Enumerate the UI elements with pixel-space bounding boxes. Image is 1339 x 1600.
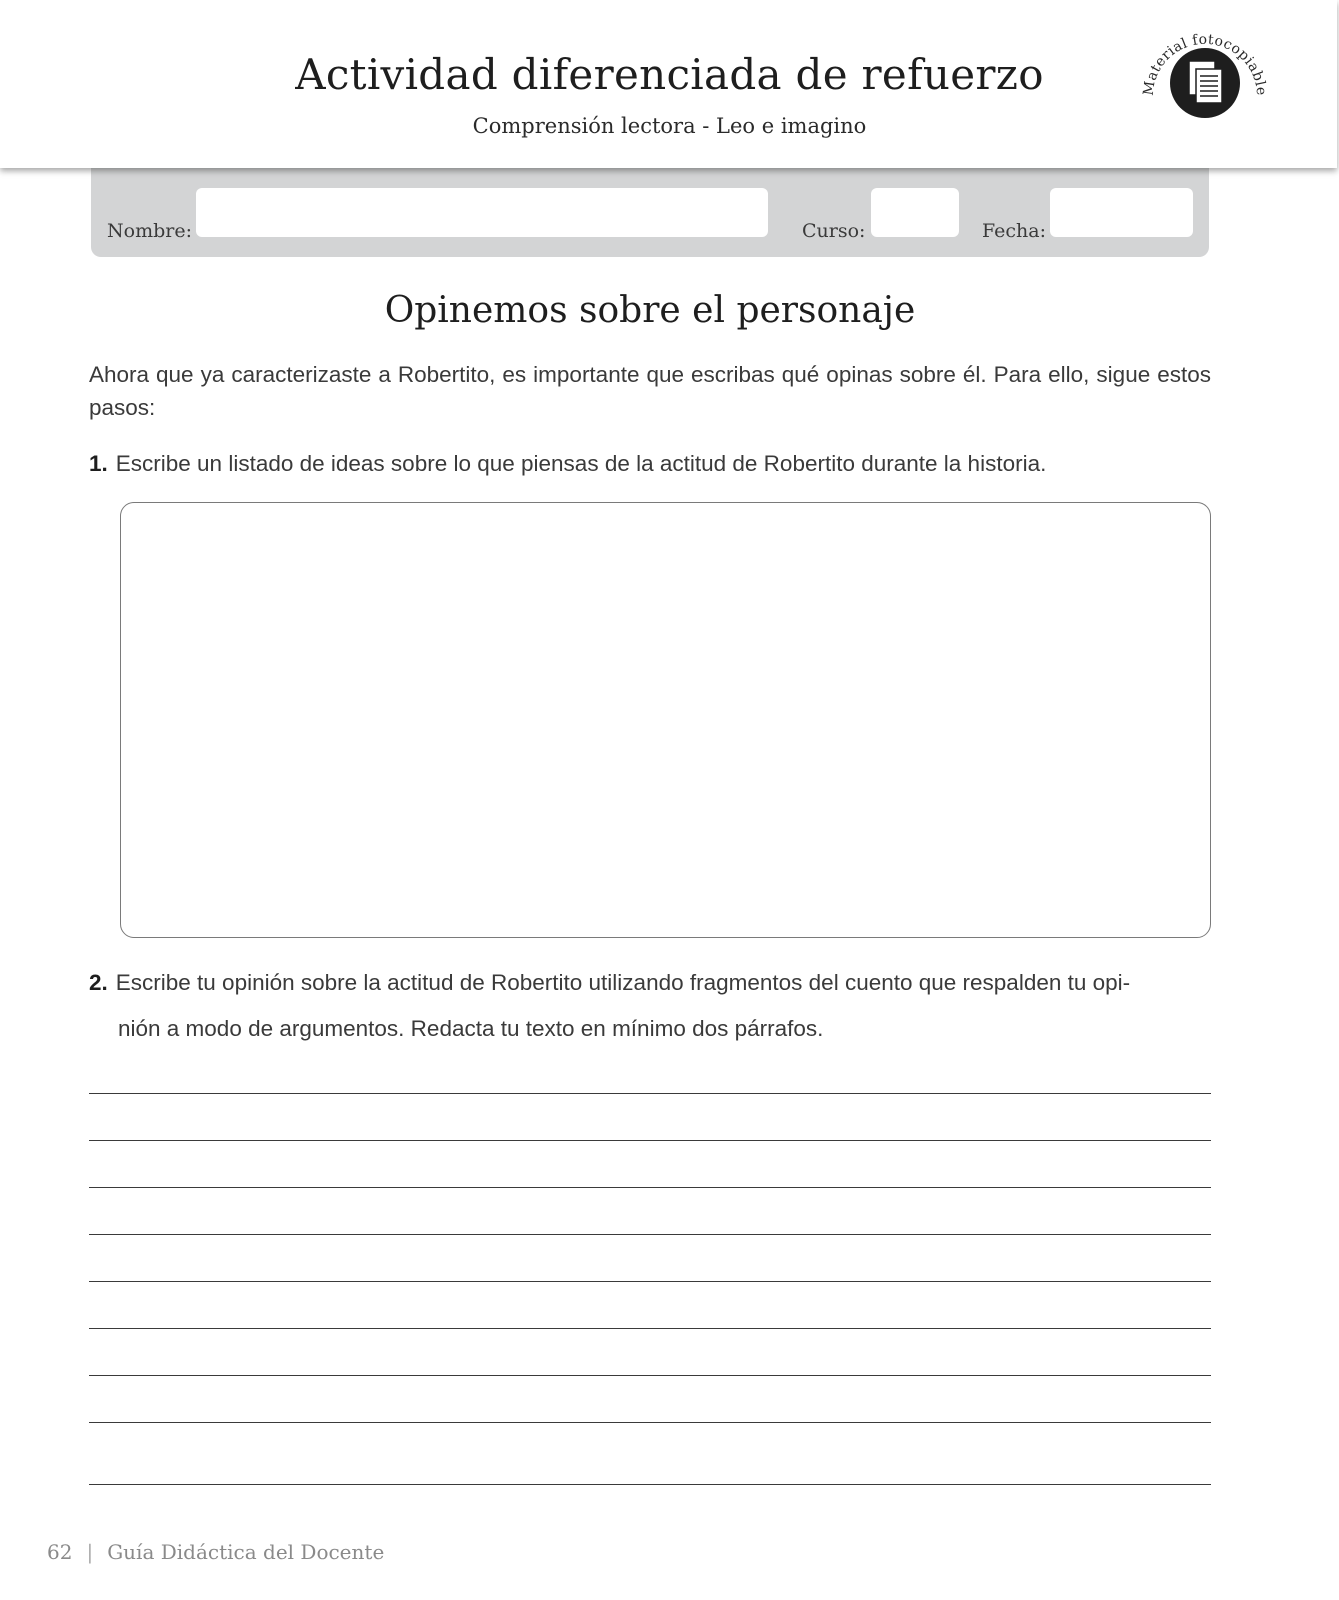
answer-line[interactable] bbox=[89, 1422, 1211, 1423]
badge-label: Material fotocopiable bbox=[1140, 31, 1270, 97]
answer-line[interactable] bbox=[89, 1328, 1211, 1329]
page-footer bbox=[47, 1540, 384, 1564]
page-title: Actividad diferenciada de refuerzo bbox=[295, 50, 1044, 99]
page-subtitle: Comprensión lectora - Leo e imagino bbox=[472, 114, 867, 138]
question-1 bbox=[89, 447, 1219, 481]
page-header bbox=[0, 0, 1337, 168]
course-label: Curso: bbox=[802, 220, 866, 242]
date-field[interactable] bbox=[1050, 188, 1193, 237]
page-number: 62 bbox=[47, 1540, 73, 1564]
answer-line[interactable] bbox=[89, 1093, 1211, 1094]
question-1-answer-box[interactable] bbox=[120, 502, 1211, 938]
course-field[interactable] bbox=[871, 188, 959, 237]
question-2-text-line-1: Escribe tu opinión sobre la actitud de Robertito utilizando fragmentos del cuento que respalden tu opi- bbox=[115, 970, 1131, 995]
name-field[interactable] bbox=[196, 188, 768, 237]
answer-line[interactable] bbox=[89, 1281, 1211, 1282]
answer-line[interactable] bbox=[89, 1187, 1211, 1188]
book-title: Guía Didáctica del Docente bbox=[107, 1540, 385, 1564]
answer-line[interactable] bbox=[89, 1234, 1211, 1235]
question-2-number: 2. bbox=[89, 970, 108, 995]
student-info-bar bbox=[91, 160, 1209, 257]
question-2 bbox=[89, 960, 1219, 1052]
question-1-number: 1. bbox=[89, 451, 108, 476]
intro-paragraph: Ahora que ya caracterizaste a Robertito, es importante que escribas qué opinas sobre él. Para ello, sigue estos pasos: bbox=[89, 362, 1211, 420]
answer-line[interactable] bbox=[89, 1484, 1211, 1485]
answer-line[interactable] bbox=[89, 1140, 1211, 1141]
question-1-text: Escribe un listado de ideas sobre lo que piensas de la actitud de Robertito durante la historia. bbox=[115, 451, 1047, 476]
answer-line[interactable] bbox=[89, 1375, 1211, 1376]
date-label: Fecha: bbox=[982, 220, 1046, 242]
material-fotocopiable-badge bbox=[1140, 18, 1270, 148]
footer-separator: | bbox=[86, 1540, 94, 1564]
name-label: Nombre: bbox=[107, 220, 192, 242]
question-2-text-line-2: nión a modo de argumentos. Redacta tu texto en mínimo dos párrafos. bbox=[118, 1016, 824, 1041]
section-title: Opinemos sobre el personaje bbox=[384, 290, 916, 331]
